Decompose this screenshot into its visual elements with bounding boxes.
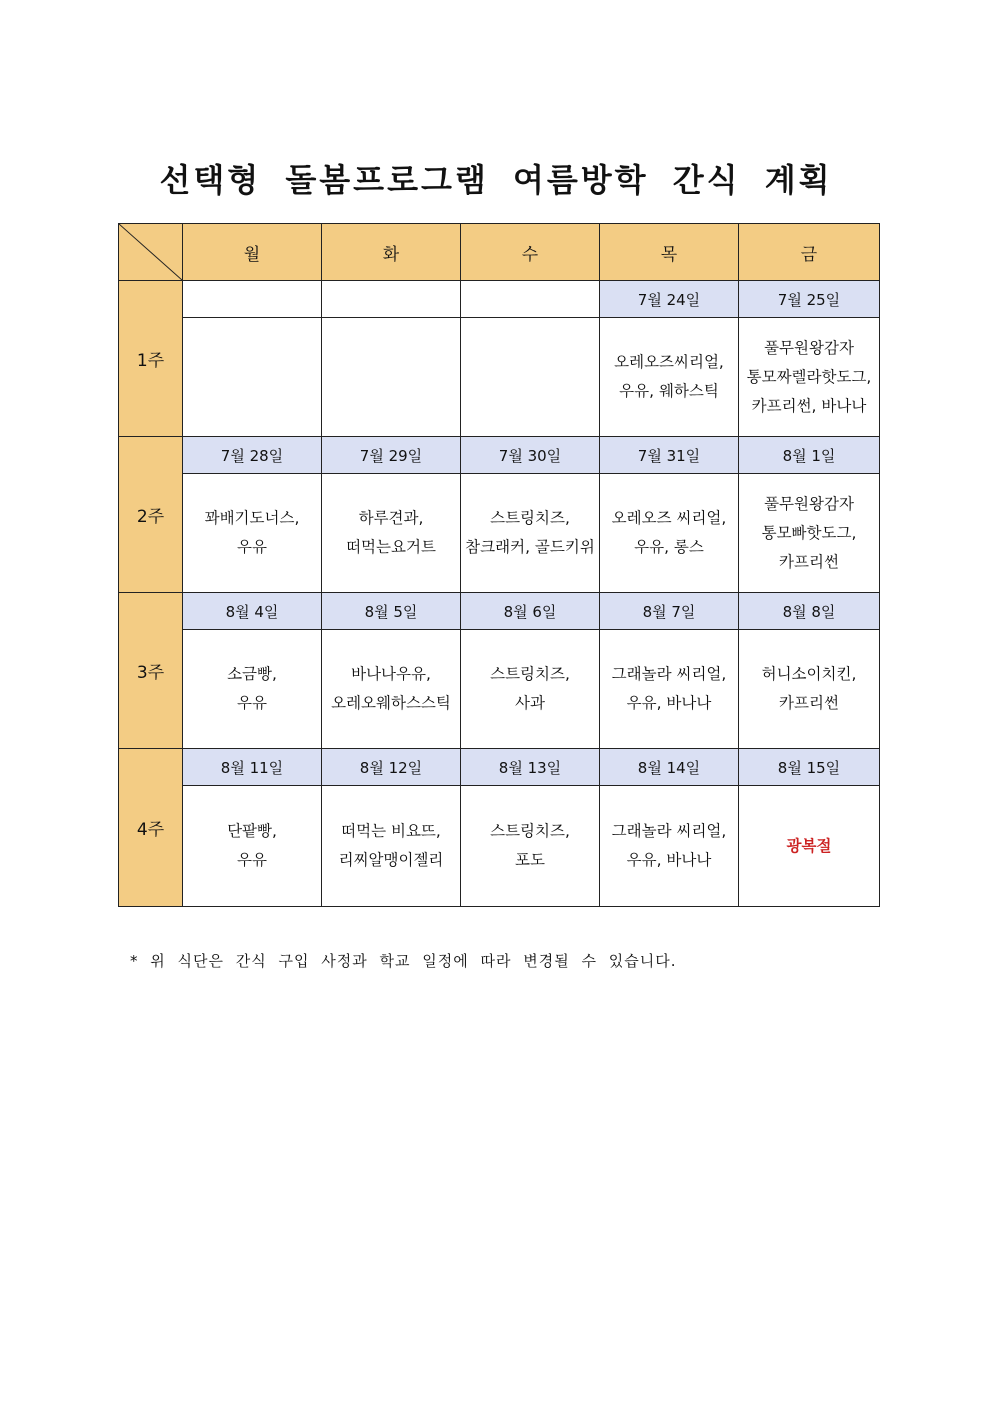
menu-item: 소금빵, xyxy=(227,665,277,683)
menu-item: 사과 xyxy=(515,694,545,712)
date-cell-tue: 8월 12일 xyxy=(322,749,461,786)
date-cell-fri: 8월 8일 xyxy=(739,593,880,630)
menu-item: 우유 xyxy=(237,851,267,869)
menu-item: 스트링치즈, xyxy=(490,509,570,527)
menu-cell-tue xyxy=(322,474,461,593)
menu-item: 하루견과, xyxy=(358,509,424,527)
menu-item: 떠먹는 비요뜨, xyxy=(341,822,441,840)
date-cell-mon: 7월 28일 xyxy=(183,437,322,474)
menu-item: 꽈배기도너스, xyxy=(204,509,300,527)
menu-item: 카프리썬 xyxy=(779,552,839,571)
menu-cell-wed xyxy=(461,630,600,749)
menu-item: 바나나우유, xyxy=(351,665,431,683)
menu-item: 허니소이치킨, xyxy=(761,665,857,683)
date-cell-thu: 8월 14일 xyxy=(600,749,739,786)
week-label: 2주 xyxy=(119,437,183,593)
menu-item: 오레오웨하스스틱 xyxy=(331,694,451,712)
menu-cell-tue xyxy=(322,786,461,907)
date-row xyxy=(119,749,880,786)
date-cell-thu: 7월 31일 xyxy=(600,437,739,474)
menu-item: 오레오즈씨리얼, xyxy=(614,353,724,371)
holiday-label: 광복절 xyxy=(786,836,832,855)
menu-cell-thu xyxy=(600,630,739,749)
date-cell-tue: 7월 29일 xyxy=(322,437,461,474)
menu-cell-fri xyxy=(739,318,880,437)
menu-cell-mon xyxy=(183,318,322,437)
date-cell-mon xyxy=(183,281,322,318)
menu-cell-mon xyxy=(183,630,322,749)
date-cell-tue: 8월 5일 xyxy=(322,593,461,630)
menu-cell-thu xyxy=(600,318,739,437)
menu-item: 우유 xyxy=(237,538,267,556)
menu-item: 풀무원왕감자 xyxy=(764,494,854,513)
menu-cell-mon xyxy=(183,474,322,593)
menu-item: 카프리썬, 바나나 xyxy=(751,396,867,415)
menu-item: 통모빠핫도그, xyxy=(761,523,857,542)
date-cell-thu: 7월 24일 xyxy=(600,281,739,318)
menu-item: 스트링치즈, xyxy=(490,665,570,683)
menu-item: 우유, 롱스 xyxy=(634,538,704,556)
menu-item: 스트링치즈, xyxy=(490,822,570,840)
week-label: 4주 xyxy=(119,749,183,907)
menu-item: 우유, 바나나 xyxy=(626,851,712,869)
week-label: 3주 xyxy=(119,593,183,749)
menu-cell-mon xyxy=(183,786,322,907)
snack-plan-table xyxy=(118,223,880,907)
menu-cell-tue xyxy=(322,630,461,749)
header-row xyxy=(119,224,880,281)
menu-item: 포도 xyxy=(515,851,545,869)
menu-row xyxy=(119,318,880,437)
date-cell-fri: 8월 1일 xyxy=(739,437,880,474)
menu-cell-fri xyxy=(739,630,880,749)
date-cell-wed: 7월 30일 xyxy=(461,437,600,474)
menu-cell-wed xyxy=(461,474,600,593)
footnote: * 위 식단은 간식 구입 사정과 학교 일정에 따라 변경될 수 있습니다. xyxy=(130,952,677,970)
date-cell-tue xyxy=(322,281,461,318)
menu-item: 참크래커, 골드키위 xyxy=(465,538,595,556)
date-cell-wed xyxy=(461,281,600,318)
date-cell-fri: 8월 15일 xyxy=(739,749,880,786)
menu-row xyxy=(119,786,880,907)
menu-item: 단팥빵, xyxy=(227,822,277,840)
menu-item: 카프리썬 xyxy=(779,694,839,712)
day-header-mon: 월 xyxy=(183,224,322,281)
menu-row xyxy=(119,630,880,749)
date-cell-mon: 8월 11일 xyxy=(183,749,322,786)
date-cell-wed: 8월 13일 xyxy=(461,749,600,786)
menu-cell-fri xyxy=(739,786,880,907)
day-header-thu: 목 xyxy=(600,224,739,281)
corner-cell xyxy=(119,224,183,281)
date-cell-wed: 8월 6일 xyxy=(461,593,600,630)
menu-cell-thu xyxy=(600,786,739,907)
menu-cell-wed xyxy=(461,318,600,437)
menu-item: 우유 xyxy=(237,694,267,712)
day-header-wed: 수 xyxy=(461,224,600,281)
menu-item: 우유, 바나나 xyxy=(626,694,712,712)
day-header-fri: 금 xyxy=(739,224,880,281)
menu-row xyxy=(119,474,880,593)
day-header-tue: 화 xyxy=(322,224,461,281)
menu-item: 리찌알맹이젤리 xyxy=(338,851,444,869)
date-cell-mon: 8월 4일 xyxy=(183,593,322,630)
menu-cell-fri xyxy=(739,474,880,593)
diagonal-line xyxy=(119,224,182,280)
menu-cell-wed xyxy=(461,786,600,907)
date-cell-thu: 8월 7일 xyxy=(600,593,739,630)
date-row xyxy=(119,437,880,474)
menu-cell-thu xyxy=(600,474,739,593)
menu-cell-tue xyxy=(322,318,461,437)
week-label: 1주 xyxy=(119,281,183,437)
date-cell-fri: 7월 25일 xyxy=(739,281,880,318)
menu-item: 통모짜렐라핫도그, xyxy=(746,367,872,386)
page-title: 선택형 돌봄프로그램 여름방학 간식 계획 xyxy=(159,161,833,199)
menu-item: 우유, 웨하스틱 xyxy=(619,382,719,400)
menu-item: 풀무원왕감자 xyxy=(764,338,854,357)
menu-item: 그래놀라 씨리얼, xyxy=(611,665,727,683)
date-row xyxy=(119,281,880,318)
date-row xyxy=(119,593,880,630)
menu-item: 오레오즈 씨리얼, xyxy=(611,509,727,527)
menu-item: 그래놀라 씨리얼, xyxy=(611,822,727,840)
menu-item: 떠먹는요거트 xyxy=(346,538,436,556)
